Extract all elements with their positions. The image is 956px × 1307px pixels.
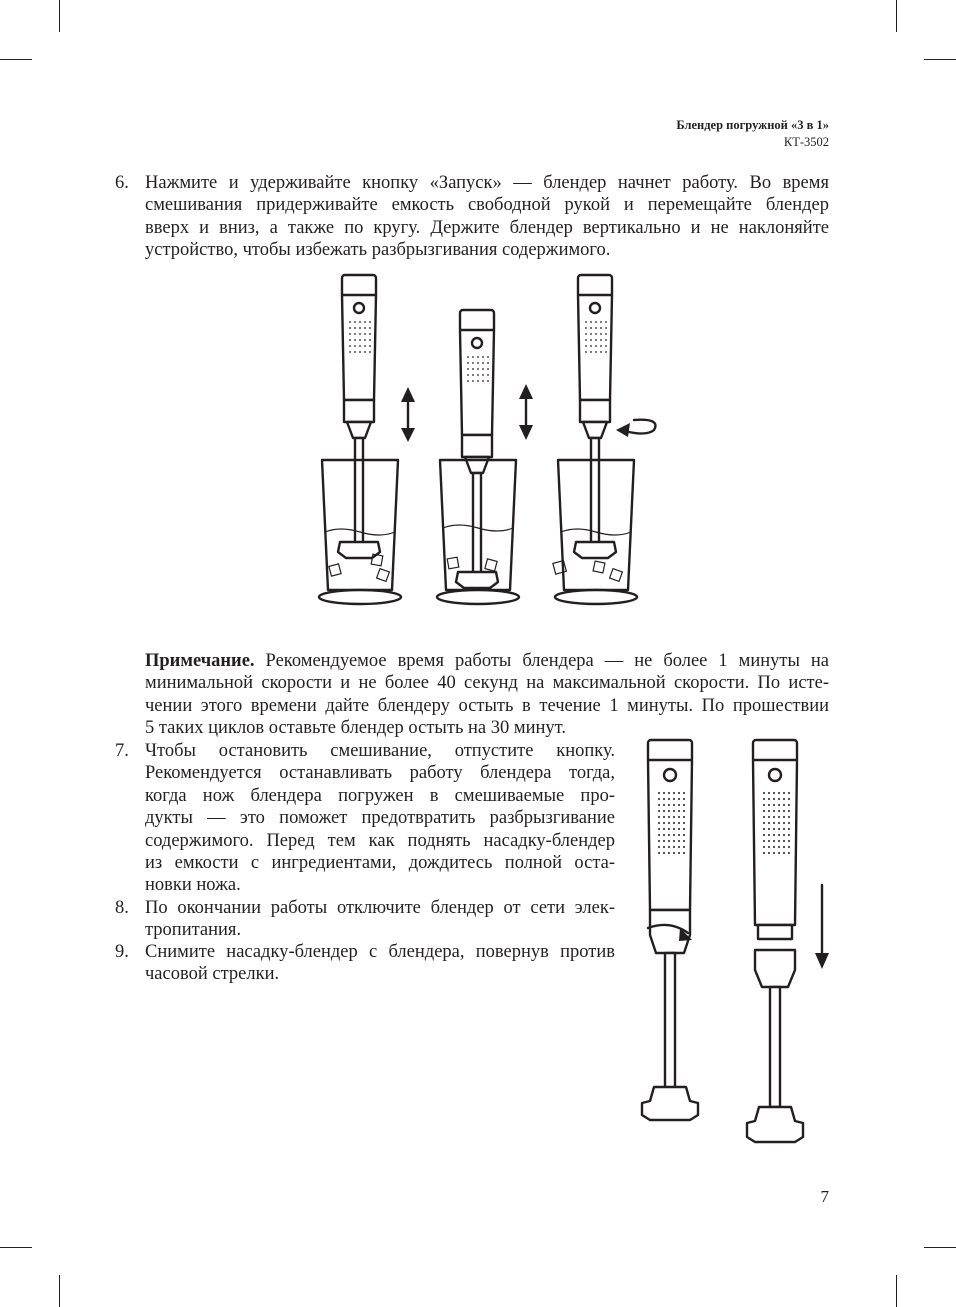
header-model: КТ-3502: [783, 135, 829, 149]
text-line: 5 таких циклов оставьте блендер остыть на 30 минут.: [145, 718, 566, 739]
crop-mark: [59, 1275, 60, 1307]
blender-low-position: [437, 310, 533, 604]
step-6-text: [145, 172, 829, 262]
step-8-text: [145, 897, 615, 942]
step-9-text: [145, 941, 615, 986]
blender-assembled: [642, 740, 698, 1120]
crop-mark: [924, 59, 956, 60]
blender-circular-motion: [553, 275, 656, 604]
text-line: часовой стрелки.: [145, 964, 280, 985]
text-line: Снимите насадку-блендер с блендера, повернув против: [145, 942, 615, 962]
text-line: Чтобы остановить смешивание, отпустите кнопку.: [145, 741, 615, 761]
text-line: новки ножа.: [145, 875, 241, 896]
step-number: 7.: [115, 741, 129, 761]
header-title: Блендер погружной «3 в 1»: [676, 118, 829, 132]
text-line: когда нож блендера погружен в смешиваемые про-: [145, 785, 615, 806]
blender-separated: [747, 740, 829, 1142]
note-label: Примечание.: [145, 651, 255, 671]
step-number: 6.: [115, 173, 129, 193]
text-line: смешивания придерживайте емкость свободной рукой и перемещайте блендер: [145, 195, 829, 216]
note-text: [145, 650, 829, 740]
crop-mark: [0, 59, 32, 60]
text-line: минимальной скорости и не более 40 секунд на максимальной скорости. По исте-: [145, 673, 829, 694]
text-line: тропитания.: [145, 920, 242, 941]
crop-mark: [0, 1247, 32, 1248]
crop-mark: [896, 0, 897, 32]
text-line: Рекомендуется останавливать работу блендера тогда,: [145, 763, 615, 784]
blending-motion-illustration: [310, 270, 660, 615]
crop-mark: [59, 0, 60, 32]
text-line: вверх и вниз, а также по кругу. Держите блендер вертикально и не наклоняйте: [145, 217, 829, 238]
detach-attachment-illustration: [630, 735, 840, 1155]
text-line: дукты — это поможет предотвратить разбрызгивание: [145, 808, 615, 829]
text-line: По окончании работы отключите блендер от сети элек-: [145, 898, 615, 918]
step-7-text: [145, 740, 615, 897]
text-line: устройство, чтобы избежать разбрызгивания содержимого.: [145, 240, 611, 261]
note-first-line: [145, 650, 829, 672]
text-line: Рекомендуемое время работы блендера — не более 1 минуты на: [265, 651, 829, 671]
text-line: содержимого. Перед тем как поднять насадку-блендер: [145, 830, 615, 851]
page-header: [676, 117, 829, 151]
page-number: 7: [820, 1187, 829, 1206]
step-number: 8.: [115, 898, 129, 918]
crop-mark: [896, 1275, 897, 1307]
text-line: Нажмите и удерживайте кнопку «Запуск» — блендер начнет работу. Во время: [145, 173, 829, 193]
text-line: чении этого времени дайте блендеру остыть в течение 1 минуты. По прошествии: [145, 695, 829, 716]
crop-mark: [924, 1247, 956, 1248]
step-number: 9.: [115, 942, 129, 962]
blender-vertical-motion: [319, 275, 415, 604]
text-line: из емкости с ингредиентами, дождитесь полной оста-: [145, 853, 615, 874]
